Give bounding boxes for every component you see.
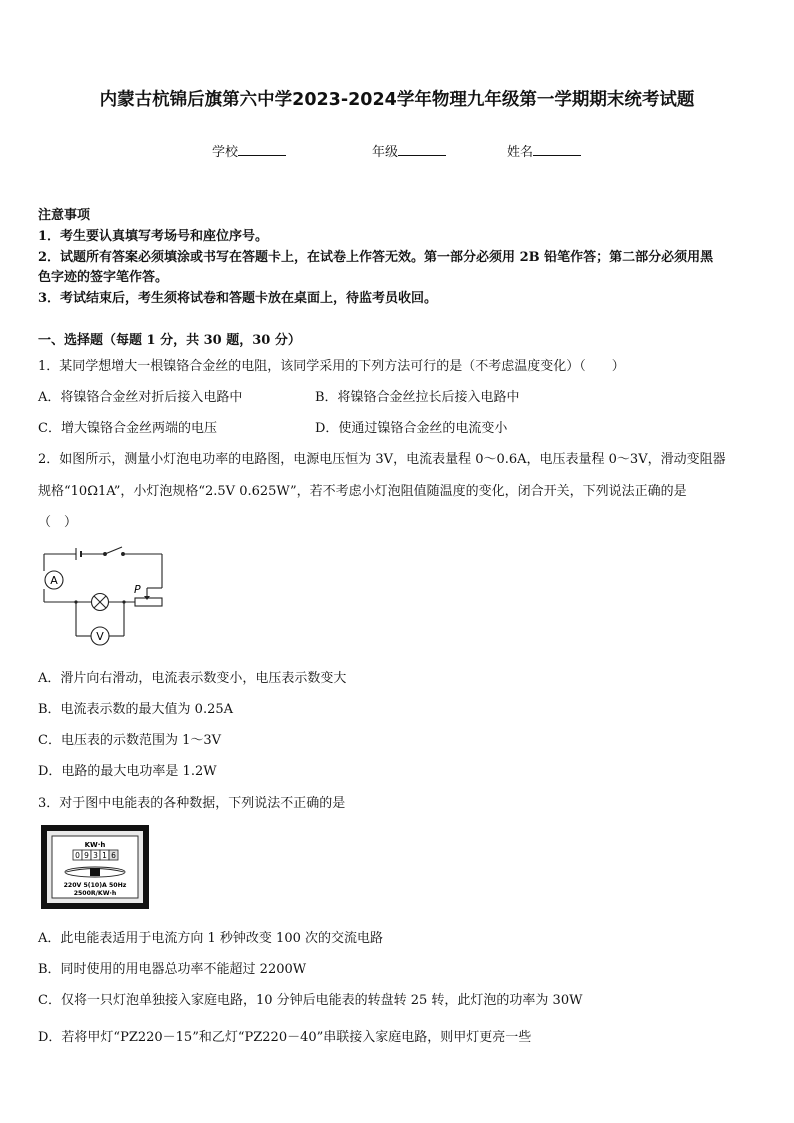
rheostat-icon: [135, 598, 162, 606]
meter-digit: 0: [75, 851, 80, 860]
grade-field: [372, 141, 446, 160]
q1-option-a: A．将镍铬合金丝对折后接入电路中: [38, 390, 243, 405]
ammeter-label: A: [50, 574, 58, 587]
notice-item: 色字迹的签字笔作答。: [38, 270, 169, 285]
school-label: 学校: [212, 145, 239, 160]
name-blank: [533, 142, 581, 156]
q1-option-c: C．增大镍铬合金丝两端的电压: [38, 421, 217, 436]
q2-stem: （ ）: [38, 515, 78, 530]
slider-label: P: [134, 583, 141, 596]
meter-digit: 3: [93, 851, 98, 860]
student-info-row: [0, 141, 794, 161]
grade-label: 年级: [372, 145, 399, 160]
section-heading: 一、选择题（每题 1 分，共 30 题，30 分）: [38, 333, 301, 348]
notice-heading: 注意事项: [38, 208, 91, 223]
circuit-diagram: [36, 540, 172, 650]
meter-digit: 9: [84, 851, 89, 860]
meter-unit: KW·h: [84, 841, 106, 849]
meter-digit: 6: [111, 851, 116, 860]
notice-item: 2．试题所有答案必须填涂或书写在答题卡上，在试卷上作答无效。第一部分必须用 2B 铅笔作答；第二部分必须用黑: [38, 250, 714, 265]
meter-constant: 2500R/KW·h: [73, 890, 117, 897]
meter-counter: [73, 850, 118, 860]
q2-option-d: D．电路的最大电功率是 1.2W: [38, 764, 217, 779]
notice-item: 3．考试结束后，考生须将试卷和答题卡放在桌面上，待监考员收回。: [38, 291, 438, 306]
voltmeter-label: V: [96, 630, 104, 643]
school-field: [212, 141, 286, 160]
page-title: 内蒙古杭锦后旗第六中学2023-2024学年物理九年级第一学期期末统考试题: [99, 90, 695, 110]
switch-blade: [105, 547, 122, 554]
q3-option-b: B．同时使用的用电器总功率不能超过 2200W: [38, 962, 307, 977]
energy-meter-figure: [40, 824, 150, 910]
q3-option-a: A．此电能表适用于电流方向 1 秒钟改变 100 次的交流电路: [38, 931, 384, 946]
school-blank: [238, 142, 286, 156]
q2-stem: 规格“10Ω1A”，小灯泡规格“2.5V 0.625W”，若不考虑小灯泡阻值随温度的变化，闭合开关，下列说法正确的是: [38, 484, 687, 499]
name-label: 姓名: [507, 145, 534, 160]
meter-rating: 220V 5(10)A 50Hz: [63, 882, 127, 889]
q3-option-c: C．仅将一只灯泡单独接入家庭电路，10 分钟后电能表的转盘转 25 转，此灯泡的功率为 30W: [38, 993, 583, 1008]
name-field: [507, 141, 581, 160]
meter-disc-icon: [65, 867, 125, 877]
q3-stem: 3．对于图中电能表的各种数据，下列说法不正确的是: [38, 796, 346, 811]
grade-blank: [398, 142, 446, 156]
notice-item: 1．考生要认真填写考场号和座位序号。: [38, 229, 269, 244]
q2-stem: 2．如图所示，测量小灯泡电功率的电路图，电源电压恒为 3V，电流表量程 0～0.6A，电压表量程 0～3V，滑动变阻器: [38, 452, 726, 467]
q2-option-c: C．电压表的示数范围为 1～3V: [38, 733, 222, 748]
q1-option-b: B．将镍铬合金丝拉长后接入电路中: [315, 390, 520, 405]
q3-option-d: D．若将甲灯“PZ220－15”和乙灯“PZ220－40”串联接入家庭电路，则甲灯更亮一些: [38, 1030, 532, 1045]
q2-option-a: A．滑片向右滑动，电流表示数变小，电压表示数变大: [38, 671, 347, 686]
q1-stem: 1．某同学想增大一根镍铬合金丝的电阻，该同学采用的下列方法可行的是（不考虑温度变化）（ ）: [38, 359, 625, 374]
q2-option-b: B．电流表示数的最大值为 0.25A: [38, 702, 234, 717]
meter-digit: 1: [102, 851, 107, 860]
q1-option-d: D．使通过镍铬合金丝的电流变小: [315, 421, 508, 436]
